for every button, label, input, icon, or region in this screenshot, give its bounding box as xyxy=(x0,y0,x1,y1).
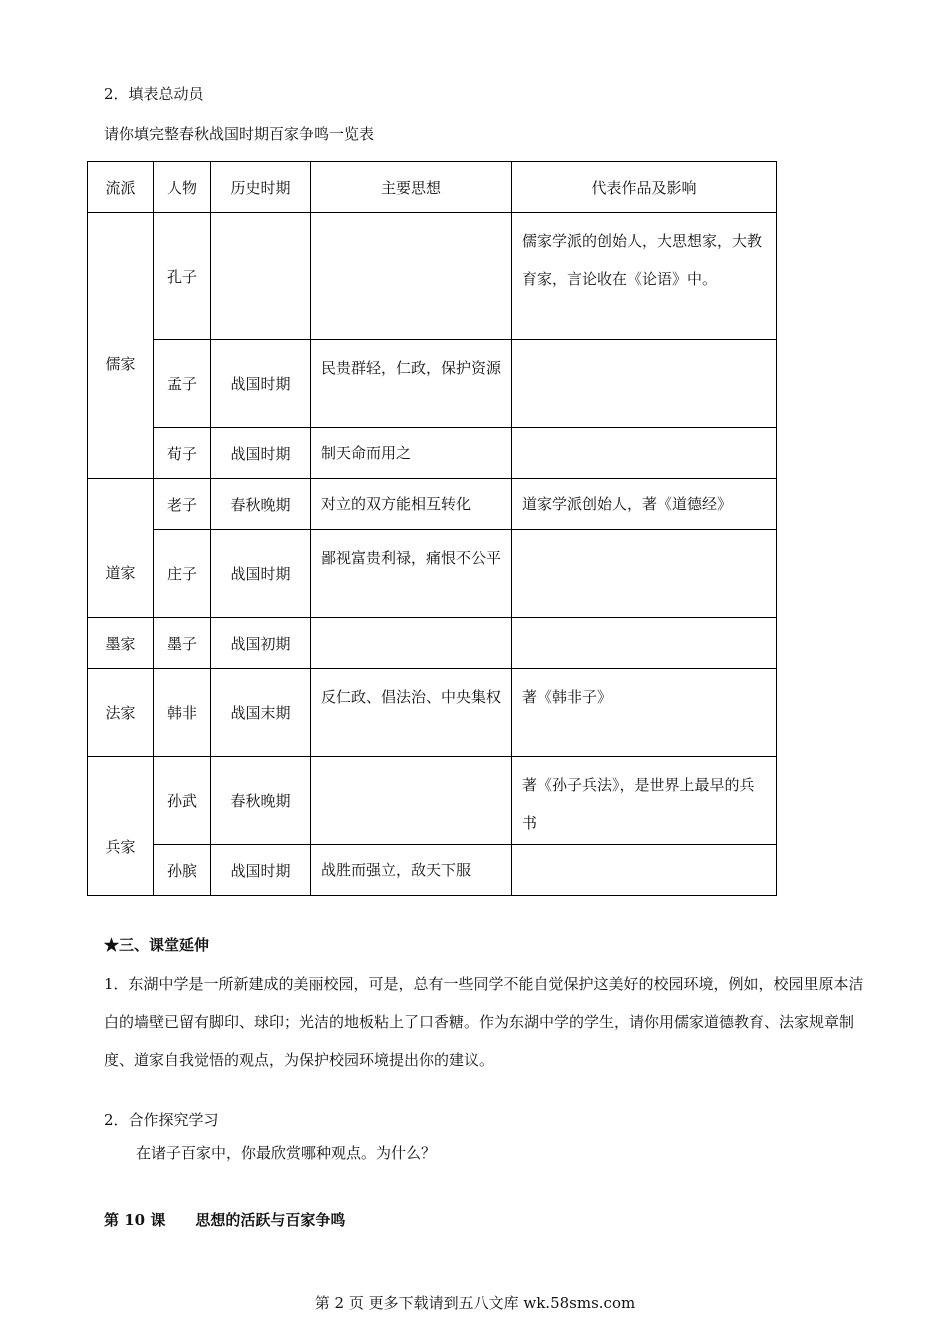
table-row xyxy=(88,669,777,757)
period-cell: 战国时期 xyxy=(211,428,311,479)
table-instruction: 请你填完整春秋战国时期百家争鸣一览表 xyxy=(104,125,375,143)
period-cell: 春秋晚期 xyxy=(211,757,311,845)
idea-cell: 对立的双方能相互转化 xyxy=(311,479,512,530)
idea-cell: 鄙视富贵利禄，痛恨不公平 xyxy=(311,530,512,618)
work-cell: 著《韩非子》 xyxy=(512,669,777,757)
idea-cell: 战胜而强立，敌天下服 xyxy=(311,845,512,896)
work-cell: 儒家学派的创始人，大思想家，大教育家，言论收在《论语》中。 xyxy=(512,213,777,340)
school-cell-ru: 儒家 xyxy=(88,213,154,479)
period-cell xyxy=(211,213,311,340)
person-cell: 荀子 xyxy=(154,428,211,479)
period-cell: 战国时期 xyxy=(211,845,311,896)
page-footer: 第 2 页 更多下载请到五八文库 wk.58sms.com xyxy=(314,1294,636,1312)
work-cell xyxy=(512,618,777,669)
question-1: 1．东湖中学是一所新建成的美丽校园，可是，总有一些同学不能自觉保护这美好的校园环境，例如，校园里原本洁白的墙壁已留有脚印、球印；光洁的地板粘上了口香糖。作为东湖中学的学生，请你用儒家道德教育、法家规章制度、道家自我觉悟的观点，为保护校园环境提出你的建议。 xyxy=(104,975,864,1069)
school-cell-mo: 墨家 xyxy=(88,618,154,669)
idea-cell: 制天命而用之 xyxy=(311,428,512,479)
work-cell xyxy=(512,530,777,618)
table-row xyxy=(88,428,777,479)
question-2-heading: 2．合作探究学习 xyxy=(104,1111,219,1129)
work-cell xyxy=(512,428,777,479)
idea-cell: 反仁政、倡法治、中央集权 xyxy=(311,669,512,757)
table-row xyxy=(88,479,777,530)
school-cell-bing: 兵家 xyxy=(88,757,154,896)
period-cell: 战国初期 xyxy=(211,618,311,669)
table-row xyxy=(88,845,777,896)
idea-cell xyxy=(311,213,512,340)
person-cell: 韩非 xyxy=(154,669,211,757)
table-row xyxy=(88,213,777,340)
table-row xyxy=(88,618,777,669)
period-cell: 战国时期 xyxy=(211,340,311,428)
header-period: 历史时期 xyxy=(211,162,311,213)
idea-cell xyxy=(311,757,512,845)
schools-table xyxy=(87,161,777,896)
work-cell xyxy=(512,340,777,428)
person-cell: 孙武 xyxy=(154,757,211,845)
idea-cell: 民贵群轻，仁政，保护资源 xyxy=(311,340,512,428)
header-school: 流派 xyxy=(88,162,154,213)
question-2-text: 在诸子百家中，你最欣赏哪种观点。为什么？ xyxy=(136,1144,437,1162)
person-cell: 孟子 xyxy=(154,340,211,428)
header-work: 代表作品及影响 xyxy=(512,162,777,213)
table-row xyxy=(88,757,777,845)
person-cell: 墨子 xyxy=(154,618,211,669)
person-cell: 孙膑 xyxy=(154,845,211,896)
header-person: 人物 xyxy=(154,162,211,213)
work-cell: 道家学派创始人，著《道德经》 xyxy=(512,479,777,530)
person-cell: 孔子 xyxy=(154,213,211,340)
period-cell: 战国时期 xyxy=(211,530,311,618)
period-cell: 春秋晚期 xyxy=(211,479,311,530)
work-cell: 著《孙子兵法》，是世界上最早的兵书 xyxy=(512,757,777,845)
period-cell: 战国末期 xyxy=(211,669,311,757)
section3-heading: ★三、课堂延伸 xyxy=(104,936,210,954)
header-idea: 主要思想 xyxy=(311,162,512,213)
person-cell: 庄子 xyxy=(154,530,211,618)
person-cell: 老子 xyxy=(154,479,211,530)
school-cell-fa: 法家 xyxy=(88,669,154,757)
idea-cell xyxy=(311,618,512,669)
table-header-row xyxy=(88,162,777,213)
table-row xyxy=(88,530,777,618)
school-cell-dao: 道家 xyxy=(88,479,154,618)
lesson-title: 第 10 课 思想的活跃与百家争鸣 xyxy=(104,1211,346,1229)
section-heading: 2．填表总动员 xyxy=(104,85,204,103)
table-row xyxy=(88,340,777,428)
work-cell xyxy=(512,845,777,896)
